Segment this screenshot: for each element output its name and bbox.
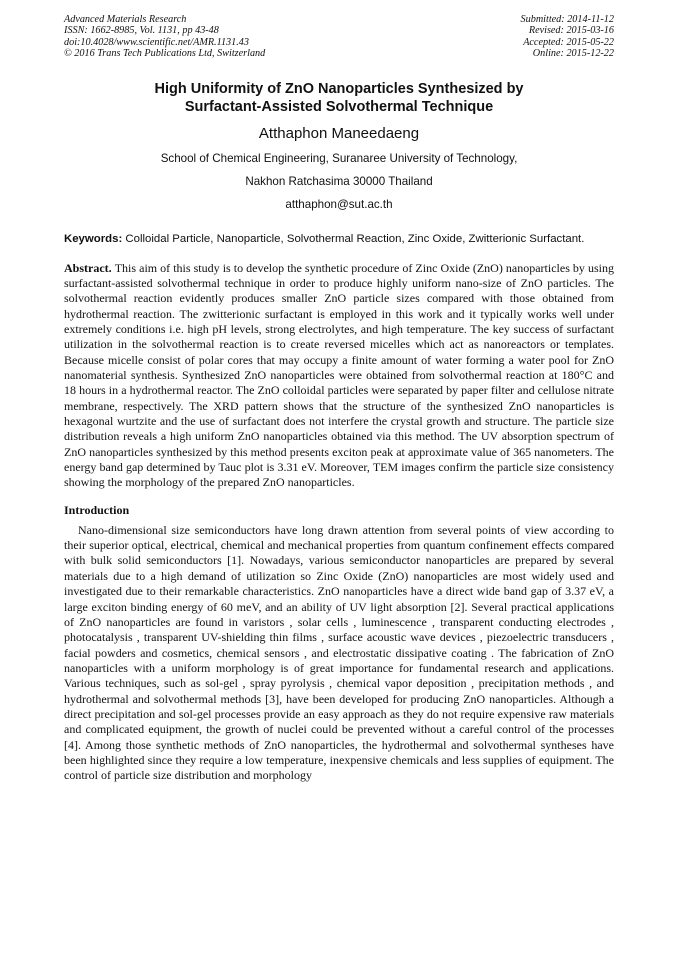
paper-page — [64, 14, 614, 784]
journal-doi: doi:10.4028/www.scientific.net/AMR.1131.43 — [64, 36, 249, 48]
date-revised: Revised: 2015-03-16 — [528, 25, 614, 37]
journal-issn: ISSN: 1662-8985, Vol. 1131, pp 43-48 — [64, 25, 219, 37]
title-line-1: High Uniformity of ZnO Nanoparticles Synthesized by — [154, 80, 524, 97]
paper-title — [64, 80, 614, 116]
title-line-2: Surfactant-Assisted Solvothermal Technique — [184, 98, 494, 115]
introduction-paragraph: Nano-dimensional size semiconductors have long drawn attention from several points of view according to their superior optical, electrical, chemical and mechanical properties from quantum confinement effects compared with bulk solid semiconductors [1]. Nowadays, various semiconductor nanoparticles are prepared by several materials due to a high demand of utilization so Zinc Oxide (ZnO) nanoparticles are most widely used and investigated due to their remarkable characteristics. ZnO nanoparticles have a direct wide band gap of 3.37 eV, a large exciton binding energy of 60 meV, and an ability of UV light absorption [2]. Several practical applications of ZnO nanoparticles are found in varistors , solar cells , luminescence , transparent conducting electrodes , photocatalysis , transparent UV-shielding thin films , surface acoustic wave devices , piezoelectric transducers , facial powders and cosmetics, chemical sensors , and electrostatic dissipative coating . The fabrication of ZnO nanoparticles with a uniform morphology is of great importance for fundamental research and applications. Various techniques, such as sol-gel , spray pyrolysis , chemical vapor deposition , precipitation methods , and hydrothermal and solvothermal methods [3], have been developed for producing ZnO nanoparticles. Although a direct precipitation and sol-gel processes provide an easy approach as they do not require expensive raw materials and complicated equipment, the growth of nuclei could be prevented without a careful control of the processes [4]. Among those synthetic methods of ZnO nanoparticles, the hydrothermal and solvothermal syntheses have been highlighted since they require a low temperature, inexpensive chemicals and less supplies of equipment. The control of particle size distribution and morphology — [64, 522, 614, 783]
publication-dates — [521, 14, 614, 60]
affiliation-line-1: School of Chemical Engineering, Suranaree University of Technology, — [160, 151, 518, 165]
affiliation-line-2: Nakhon Ratchasima 30000 Thailand — [245, 174, 433, 188]
journal-name: Advanced Materials Research — [64, 14, 187, 25]
keywords-label: Keywords: — [64, 232, 126, 245]
abstract-text: This aim of this study is to develop the synthetic procedure of Zinc Oxide (ZnO) nanoparticles by using surfactant-assisted solvothermal technique in order to produce highly uniform nano-size of ZnO particles. The solvothermal reaction evidently produces smaller ZnO particle sizes compared with those obtained from hydrothermal reaction. The zwitterionic surfactant is employed in this work and it typically works well under extremely conditions i.e. high pH levels, strong electrolytes, and high temperature. The key success of surfactant utilization in the solvothermal reaction is to create reversed micelles which act as nanoreactors or templates. Because micelle consist of polar cores that may occupy a finite amount of water forming a water pool for ZnO nanomaterial synthesis. Synthesized ZnO nanoparticles were obtained from solvothermal reaction at 180°C and 18 hours in a hydrothermal reactor. The ZnO colloidal particles were separated by paper filter and cellulose nitrate membrane, respectively. The XRD pattern shows that the structure of the synthesized ZnO nanoparticles is hexagonal wurtzite and the use of surfactant does not interfere the crystal growth and structure. The particle size distribution reveals a high uniform ZnO nanoparticles obtained via this method. The UV absorption spectrum of ZnO nanoparticles synthesized by this method presents exciton peak at approximate value of 365 nanometers. The energy band gap determined by Tauc plot is 3.31 eV. Moreover, TEM images confirm the particle size consistency showing the morphology of the prepared ZnO nanoparticles. — [64, 260, 614, 490]
author-affiliation — [64, 147, 614, 216]
date-submitted: Submitted: 2014-11-12 — [520, 14, 614, 25]
keywords-section — [64, 232, 614, 246]
date-online: Online: 2015-12-22 — [532, 48, 614, 60]
abstract-section — [64, 261, 614, 491]
journal-copyright: © 2016 Trans Tech Publications Ltd, Switzerland — [64, 48, 266, 60]
abstract-label: Abstract. — [64, 260, 115, 275]
journal-info — [64, 14, 265, 60]
introduction-heading: Introduction — [64, 502, 130, 517]
author-email: atthaphon@sut.ac.th — [285, 197, 393, 211]
journal-header — [64, 14, 614, 60]
date-accepted: Accepted: 2015-05-22 — [523, 36, 614, 48]
keywords-text: Colloidal Particle, Nanoparticle, Solvothermal Reaction, Zinc Oxide, Zwitterionic Surfactant. — [125, 232, 585, 245]
author-name: Atthaphon Maneedaeng — [258, 124, 420, 142]
